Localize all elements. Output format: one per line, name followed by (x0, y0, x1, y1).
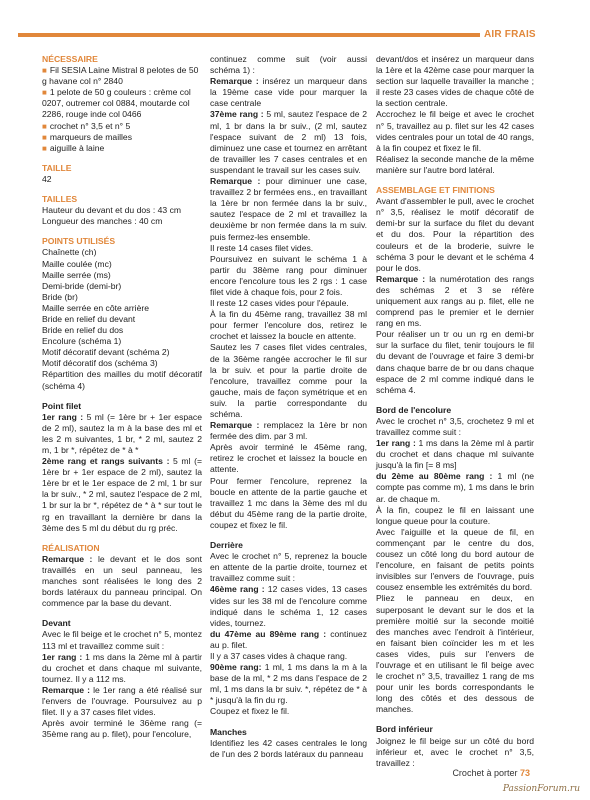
instruction-text: la numérotation des rangs des schémas 2 et 3 se réfère uniquement aux rangs au p. filet, elle ne comprend pas le premier et le dernier rang en ms. (376, 273, 534, 329)
instruction-paragraph (376, 471, 534, 504)
body-paragraph: Poursuivez en suivant le schéma 1 à partir du 38ème rang pour diminuer encore l'encolure tous les 2 rgs : 1 case filet vide à chaque fois, pour 2 fois. (210, 253, 367, 297)
page-number: 73 (519, 768, 530, 778)
subheading: Point filet (42, 400, 82, 411)
subheading: Bord de l'encolure (376, 404, 452, 415)
instruction-paragraph (42, 652, 202, 685)
instruction-text: 5 ml (= 1ère br + 1er espace de 2 ml), sautez la m à la base des ml et les 2 m suivantes, 1 br, * 2 ml, sautez 2 m, 1 br *, répétez de * à * (42, 411, 202, 455)
materials-list-item (42, 121, 202, 132)
subheading: Derrière (210, 540, 243, 551)
instruction-lead: Remarque : (42, 553, 98, 564)
page-footer (452, 768, 530, 778)
body-paragraph: Accrochez le fil beige et avec le crochet n° 5, travaillez au p. filet sur les 42 cases vides centrales pour un total de 40 rangs, à la fin coupez et fixez le fil. (376, 109, 534, 153)
body-paragraph: Il reste 14 cases filet vides. (210, 242, 314, 253)
body-paragraph: Après avoir terminé le 45ème rang, retirez le crochet et laissez la boucle en attente. (210, 442, 367, 475)
body-paragraph: Avant d'assembler le pull, avec le crochet n° 3,5, réalisez le motif décoratif de demi-br sur la surface du filet du devant et du dos. Pour la répartition des couleurs et de la broderie, suivre le schéma 3 pour le devant et le schéma 4 pour le dos. (376, 196, 534, 273)
instruction-lead: 1er rang : (376, 438, 419, 449)
instruction-paragraph (210, 176, 367, 243)
instruction-text: pour diminuer une case, travaillez 2 br fermées ens., en travaillant la 1ère br non fermée dans la br suiv., sautez l'espace de 2 ml et travaillez la deuxième br non fermée dans la m suiv. puis fermez-les ensemble. (210, 176, 367, 242)
body-paragraph: Après avoir terminé le 36ème rang (= 35ème rang au p. filet), pour l'encolure, (42, 718, 202, 740)
body-paragraph: Avec le crochet n° 3,5, crochetez 9 ml et travaillez comme suit : (376, 415, 534, 437)
instruction-lead: 1er rang : (42, 411, 87, 422)
section-heading: POINTS UTILISÉS (42, 236, 116, 247)
instruction-paragraph (42, 685, 202, 718)
instruction-lead: du 2ème au 80ème rang : (376, 471, 498, 482)
instruction-paragraph (210, 584, 367, 628)
body-paragraph: Demi-bride (demi-br) (42, 280, 122, 291)
instruction-paragraph (376, 274, 534, 329)
body-paragraph: Avec le crochet n° 5, reprenez la boucle en attente de la partie droite, tournez et travaillez comme suit : (210, 551, 367, 584)
body-paragraph: Identifiez les 42 cases centrales le long de l'un des 2 bords latéraux du panneau (210, 737, 367, 759)
instruction-paragraph (210, 420, 367, 442)
body-paragraph: À la fin du 45ème rang, travaillez 38 ml pour fermer l'encolure dos, retirez le crochet et laissez la boucle en attente. (210, 309, 367, 342)
body-paragraph: Maille serrée (ms) (42, 269, 111, 280)
body-paragraph: Motif décoratif dos (schéma 3) (42, 358, 158, 369)
subheading: Devant (42, 618, 71, 629)
materials-list-item (42, 65, 202, 87)
instruction-lead: 37ème rang : (210, 109, 267, 120)
body-paragraph: Bride en relief du dos (42, 325, 124, 336)
body-paragraph: Coupez et fixez le fil. (210, 706, 290, 717)
instruction-lead: 46ème rang : (210, 584, 268, 595)
instruction-lead: du 47ème au 89ème rang : (210, 628, 331, 639)
instruction-text: 1 ms dans la 2ème ml à partir du crochet et dans chaque ml suivante jusqu'à la fin [= 8 ms] (376, 438, 534, 471)
body-paragraph: Répartition des mailles du motif décoratif (schéma 4) (42, 369, 202, 391)
body-paragraph: Pour fermer l'encolure, reprenez la boucle en attente de la partie gauche et travaillez 1 mc dans la 3ème des ml du début du 45ème rang de la partie droite, coupez et fixez le fil. (210, 475, 367, 530)
materials-list-item (42, 143, 202, 154)
body-paragraph: 42 (42, 173, 52, 184)
section-heading: ASSEMBLAGE ET FINITIONS (376, 185, 495, 196)
body-paragraph: À la fin, coupez le fil en laissant une longue queue pour la couture. (376, 504, 534, 526)
instruction-paragraph (210, 76, 367, 109)
body-paragraph: Bride en relief du devant (42, 313, 136, 324)
instruction-paragraph (42, 456, 202, 534)
subheading: Bord inférieur (376, 724, 433, 735)
body-paragraph: Il reste 12 cases vides pour l'épaule. (210, 298, 349, 309)
instruction-paragraph (376, 438, 534, 471)
column-left (42, 54, 202, 740)
instruction-paragraph (42, 554, 202, 609)
bullet-text: marqueurs de mailles (49, 131, 132, 142)
section-heading: RÉALISATION (42, 542, 100, 553)
instruction-lead: 2ème rang et rangs suivants : (42, 456, 174, 467)
instruction-lead: Remarque : (210, 420, 264, 431)
instruction-text: 5 ml (= 1ère br + 1er espace de 2 ml), sautez la 1ère br et le 1er espace de 2 ml, 1 br sur la br suiv., * 2 ml, sautez l'espace de 2 ml, 1 br sur la br *, répétez de * à * sur tout le rg en travaillant la dernière br dans la 3ème des 5 ml du début du rg préc. (42, 456, 202, 533)
body-paragraph: Hauteur du devant et du dos : 43 cm (42, 205, 182, 216)
instruction-lead: 90ème rang: (210, 662, 265, 673)
instruction-text: 5 ml, sautez l'espace de 2 ml, 1 br dans la br suiv., (2 ml, sautez l'espace suivant de 2 ml) 13 fois, diminuez une case et tournez en arrêtant de travailler les 7 cases centrales et en suspendant le travail sur les cases suiv. (210, 109, 367, 175)
watermark: PassionForum.ru (502, 784, 580, 794)
body-paragraph: Chaînette (ch) (42, 247, 97, 258)
instruction-lead: Remarque : (210, 76, 263, 87)
subheading: Manches (210, 726, 247, 737)
instruction-text: 12 cases vides, 13 cases vides sur les 38 ml de l'encolure comme indiqué dans le schéma 1, 12 cases vides, tournez. (210, 584, 367, 628)
materials-list-item (42, 132, 202, 143)
body-paragraph: Réalisez la seconde manche de la même manière sur l'autre bord latéral. (376, 153, 534, 175)
footer-label: Crochet à porter (452, 768, 518, 778)
body-paragraph: continuez comme suit (voir aussi schéma 1) : (210, 54, 367, 76)
column-middle (210, 54, 367, 760)
instruction-paragraph (210, 629, 367, 651)
body-paragraph: Sautez les 7 cases filet vides centrales, de la 36ème rangée accrocher le fil sur la br suiv. et pour la partie droite de l'encolure, travaillez comme pour la gauche, mais de façon symétrique et en suiv. la partie correspondante du schéma. (210, 342, 367, 419)
instruction-text: insérez un marqueur dans la 19ème case vide pour marquer la case centrale (210, 76, 368, 109)
body-paragraph: Avec le fil beige et le crochet n° 5, montez 113 ml et travaillez comme suit : (42, 629, 202, 651)
body-paragraph: Maille coulée (mc) (42, 258, 112, 269)
instruction-lead: Remarque : (376, 273, 430, 284)
instruction-paragraph (210, 662, 367, 706)
body-paragraph: Joignez le fil beige sur un côté du bord inférieur et, avec le crochet n° 3,5, travaillez : (376, 735, 534, 768)
bullet-text: Fil SESIA Laine Mistral 8 pelotes de 50 g havane col n° 2840 (42, 65, 199, 87)
materials-list-item (42, 87, 202, 120)
body-paragraph: Motif décoratif devant (schéma 2) (42, 347, 170, 358)
body-paragraph: Pliez le panneau en deux, en superposant le devant sur le dos et la première moitié sur la seconde moitié des manches avec l'endroit à l'intérieur, en faisant bien coïncider les m et les cases vides, puis sur l'envers de l'ouvrage et en utilisant le fil beige avec le crochet n° 3,5, travaillez 1 rang de ms pour unir les bords correspondants le long des côtés et des dessous de manches. (376, 593, 534, 715)
bullet-text: aiguille à laine (49, 142, 105, 153)
body-paragraph: devant/dos et insérez un marqueur dans la 1ère et la 42ème case pour marquer la section sur laquelle travailler la manche ; il reste 23 cases vides de chaque côté de la section centrale. (376, 54, 534, 109)
instruction-text: 1 ms dans la 2ème ml à partir du crochet et dans chaque ml suivante, tournez. Il y a 112 ms. (42, 651, 202, 684)
instruction-text: le devant et le dos sont travaillés en un seul panneau, les manches sont réalisées le long des 2 bords latéraux du panneau principal. On commence par la base du devant. (42, 553, 202, 609)
body-paragraph: Pour réaliser un tr ou un rg en demi-br sur la surface du filet, tenir toujours le fil du devant de l'ouvrage et faire 3 demi-br dans chaque barre de br ou dans chaque espace de 2 ml comme indiqué dans le schéma 4. (376, 329, 534, 395)
instruction-lead: Remarque : (42, 684, 94, 695)
instruction-text: continuez au p. filet. (210, 628, 367, 650)
instruction-text: le 1er rang a été réalisé sur l'envers de l'ouvrage. Poursuivez au p filet. Il y a 37 cases filet vides. (42, 684, 202, 718)
section-heading: TAILLES (42, 194, 78, 205)
instruction-paragraph (42, 412, 202, 456)
column-right (376, 54, 534, 769)
body-paragraph: Il y a 37 cases vides à chaque rang. (210, 650, 348, 661)
body-paragraph: Longueur des manches : 40 cm (42, 216, 163, 227)
instruction-lead: 1er rang : (42, 651, 86, 662)
body-paragraph: Maille serrée en côte arrière (42, 302, 149, 313)
instruction-lead: Remarque : (210, 176, 266, 187)
section-heading: TAILLE (42, 162, 72, 173)
bullet-text: 1 pelote de 50 g couleurs : crème col 0207, outremer col 0884, moutarde col 2286, rouge inde col 0466 (42, 87, 191, 120)
body-paragraph: Bride (br) (42, 291, 78, 302)
header-rule (18, 33, 530, 37)
section-heading: NÉCESSAIRE (42, 54, 98, 64)
bullet-text: crochet n° 3,5 et n° 5 (49, 120, 131, 131)
instruction-text: 1 ml, 1 ms dans la m à la base de la ml, * 2 ms dans l'espace de 2 ml, 1 ms dans la br suiv. *, répétez de * à * jusqu'à la fin du rg. (210, 662, 367, 706)
instruction-paragraph (210, 109, 367, 176)
instruction-text: remplacez la 1ère br non fermée des dim. par 3 ml. (210, 420, 368, 442)
instruction-text: 1 ml (ne compte pas comme m), 1 ms dans le brin ar. de chaque m. (376, 471, 534, 504)
body-paragraph: Encolure (schéma 1) (42, 336, 122, 347)
section-title: AIR FRAIS (484, 29, 536, 40)
body-paragraph: Avec l'aiguille et la queue de fil, en commençant par le centre du dos, cousez un côté long du bord autour de l'encolure, en faisant de petits points invisibles sur l'envers de l'ouvrage, puis cousez ensemble les extrémités du bord. (376, 526, 534, 593)
